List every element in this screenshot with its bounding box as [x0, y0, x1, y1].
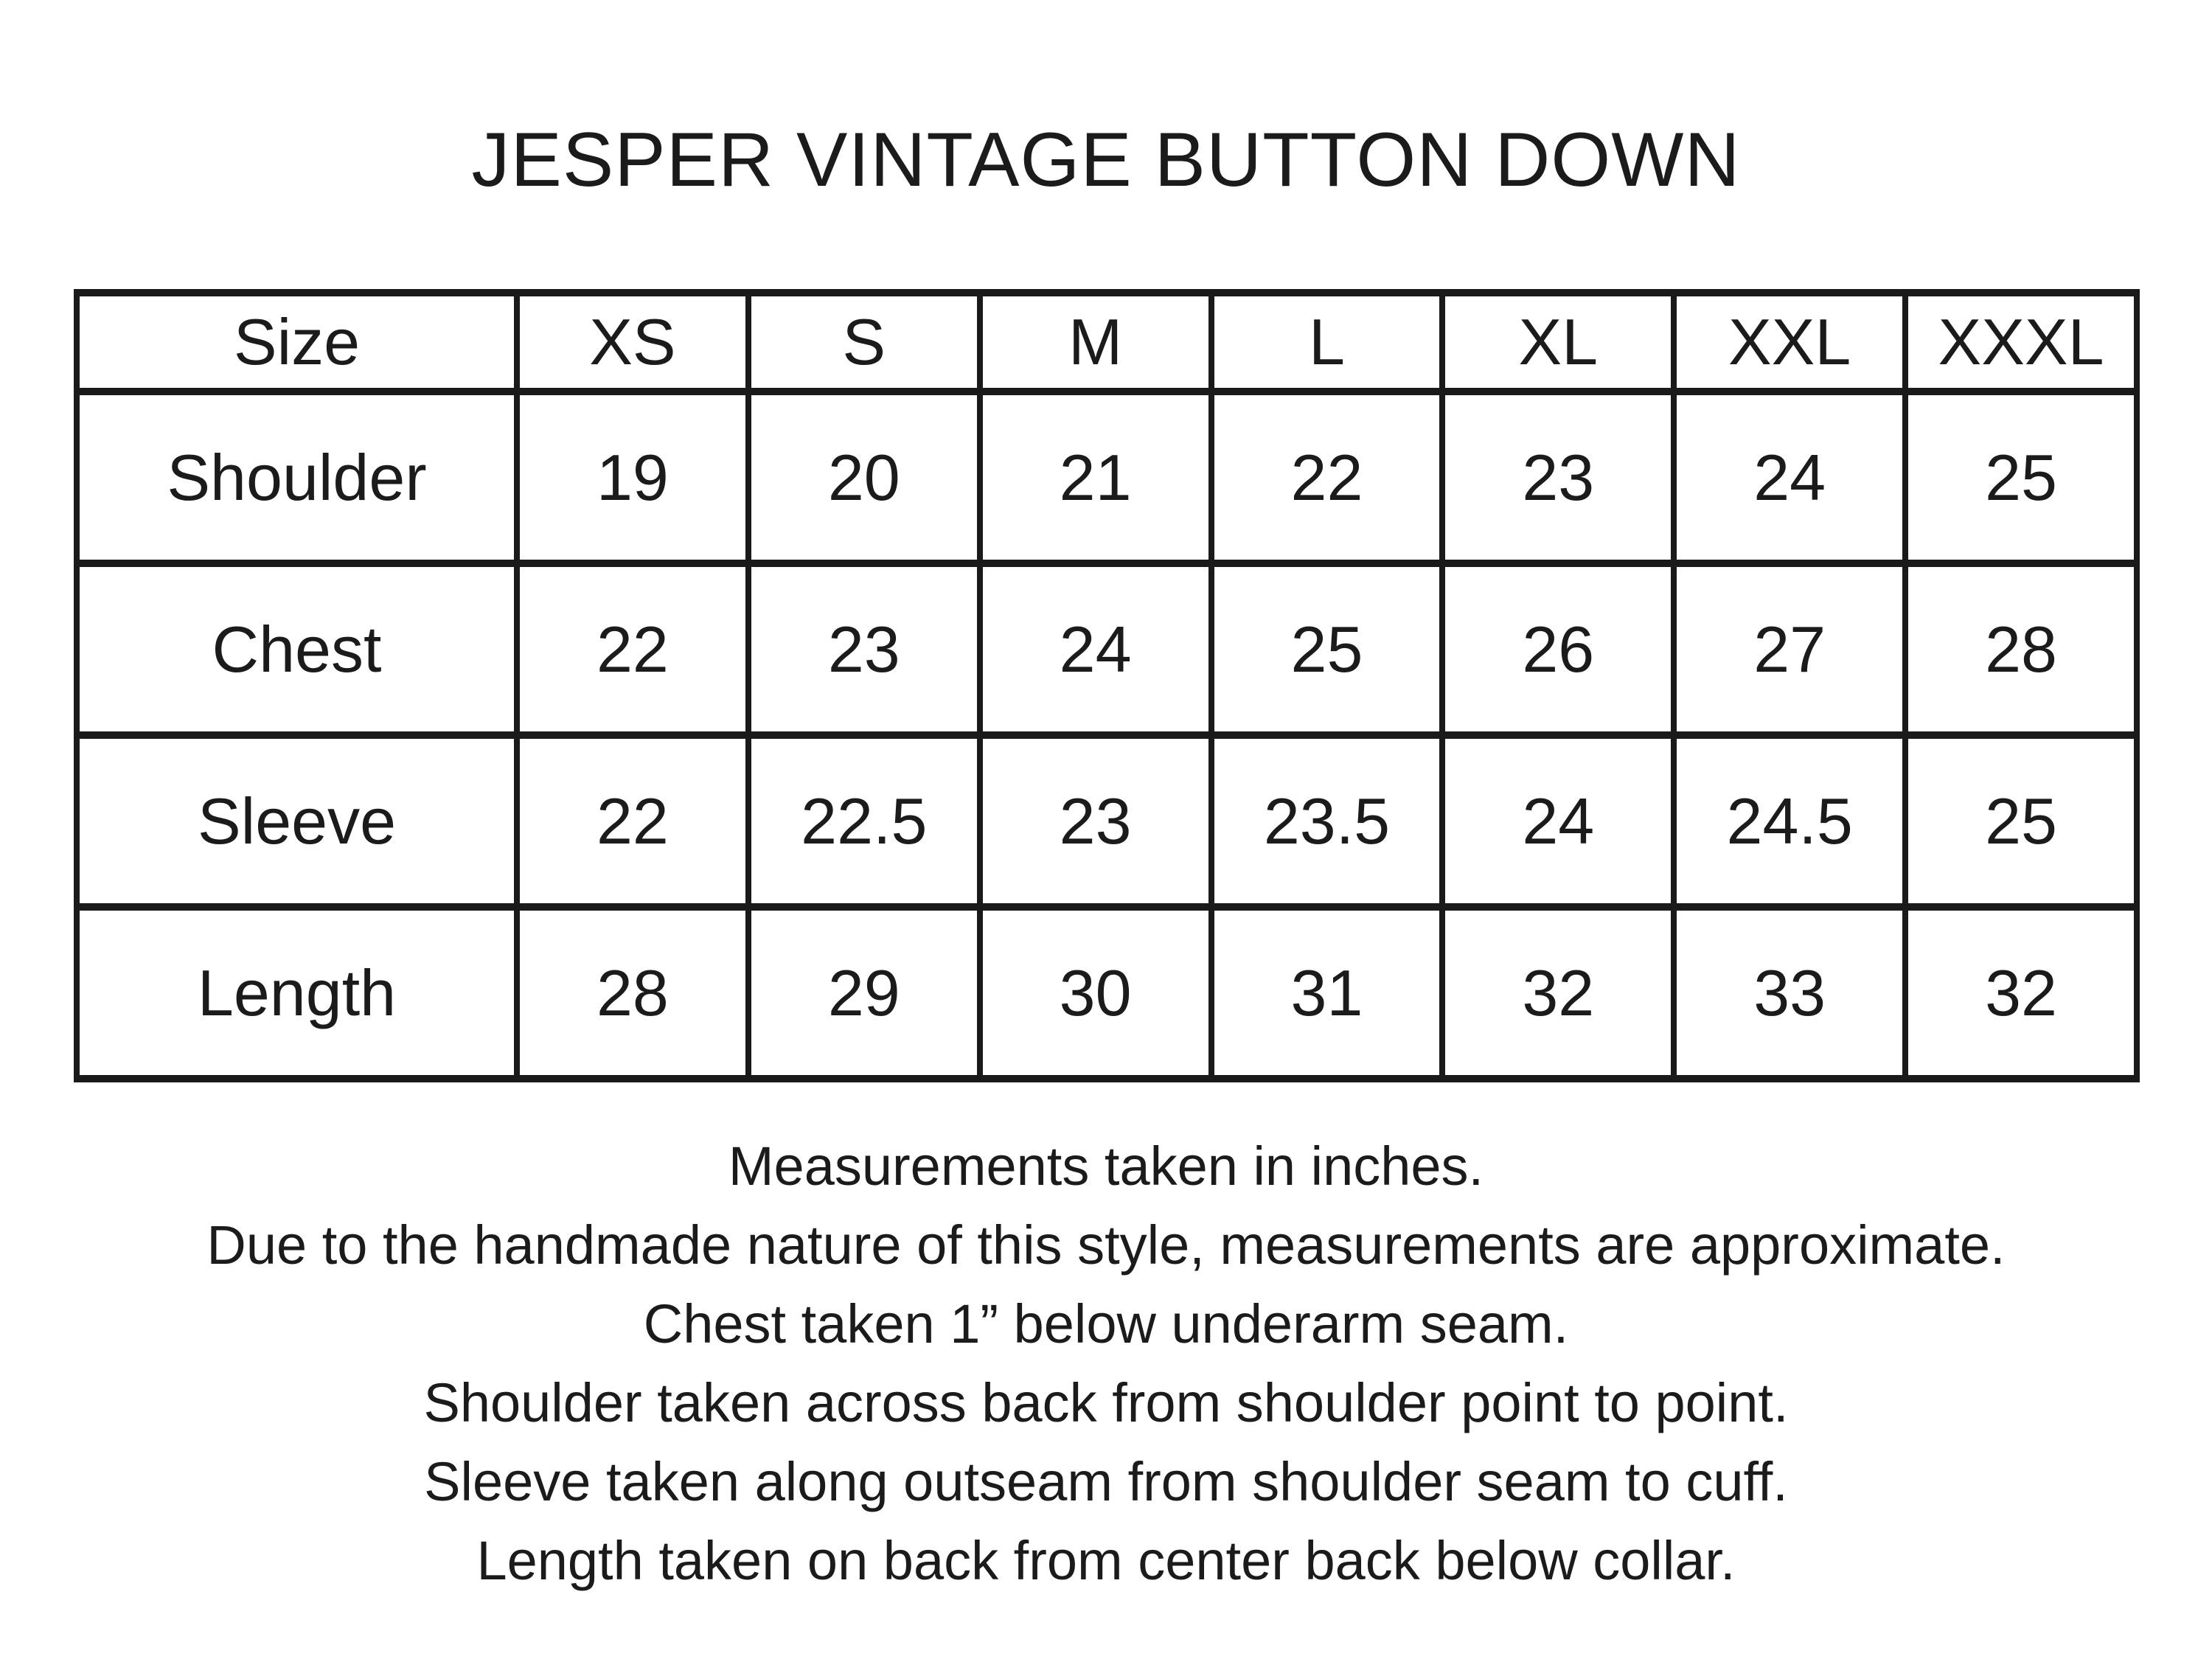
- size-chart-body: [77, 392, 2137, 1079]
- measurement-cell: 31: [1211, 907, 1443, 1079]
- measurement-cell: 24.5: [1674, 735, 1905, 907]
- column-header-l: L: [1211, 293, 1443, 392]
- measurement-cell: 25: [1905, 735, 2137, 907]
- size-chart-header: [77, 293, 2137, 392]
- measurement-cell: 27: [1674, 563, 1905, 735]
- measurement-cell: 22.5: [748, 735, 980, 907]
- measurement-cell: 25: [1211, 563, 1443, 735]
- size-chart-table: [74, 289, 2140, 1082]
- column-header-m: M: [980, 293, 1211, 392]
- measurement-cell: 26: [1442, 563, 1674, 735]
- row-label-length: Length: [77, 907, 517, 1079]
- size-chart-header-row: [77, 293, 2137, 392]
- measurement-cell: 22: [1211, 392, 1443, 563]
- measurement-cell: 20: [748, 392, 980, 563]
- table-row-sleeve: [77, 735, 2137, 907]
- measurement-cell: 23: [980, 735, 1211, 907]
- measurement-cell: 24: [980, 563, 1211, 735]
- measurement-cell: 28: [517, 907, 748, 1079]
- measurement-cell: 19: [517, 392, 748, 563]
- note-line: Length taken on back from center back below collar.: [476, 1530, 1736, 1591]
- note-line: Measurements taken in inches.: [728, 1135, 1484, 1197]
- measurement-cell: 25: [1905, 392, 2137, 563]
- measurement-cell: 30: [980, 907, 1211, 1079]
- column-header-xxxl: XXXL: [1905, 293, 2137, 392]
- measurement-cell: 22: [517, 735, 748, 907]
- column-header-xl: XL: [1442, 293, 1674, 392]
- measurement-cell: 23: [1442, 392, 1674, 563]
- measurement-cell: 21: [980, 392, 1211, 563]
- note-line: Due to the handmade nature of this style, measurements are approximate.: [206, 1214, 2006, 1276]
- column-header-xs: XS: [517, 293, 748, 392]
- measurement-cell: 32: [1442, 907, 1674, 1079]
- measurement-cell: 32: [1905, 907, 2137, 1079]
- measurement-cell: 24: [1674, 392, 1905, 563]
- column-header-size: Size: [77, 293, 517, 392]
- notes: [0, 1127, 2212, 1600]
- row-label-shoulder: Shoulder: [77, 392, 517, 563]
- row-label-chest: Chest: [77, 563, 517, 735]
- measurement-cell: 23: [748, 563, 980, 735]
- table-row-chest: [77, 563, 2137, 735]
- table-row-shoulder: [77, 392, 2137, 563]
- column-header-s: S: [748, 293, 980, 392]
- measurement-cell: 24: [1442, 735, 1674, 907]
- note-line: Sleeve taken along outseam from shoulder seam to cuff.: [424, 1451, 1788, 1512]
- page-title: JESPER VINTAGE BUTTON DOWN: [471, 117, 1741, 203]
- measurement-cell: 22: [517, 563, 748, 735]
- note-line: Shoulder taken across back from shoulder point to point.: [423, 1372, 1789, 1433]
- measurement-cell: 23.5: [1211, 735, 1443, 907]
- column-header-xxl: XXL: [1674, 293, 1905, 392]
- measurement-cell: 33: [1674, 907, 1905, 1079]
- measurement-cell: 28: [1905, 563, 2137, 735]
- measurement-cell: 29: [748, 907, 980, 1079]
- row-label-sleeve: Sleeve: [77, 735, 517, 907]
- table-row-length: [77, 907, 2137, 1079]
- note-line: Chest taken 1” below underarm seam.: [643, 1293, 1569, 1354]
